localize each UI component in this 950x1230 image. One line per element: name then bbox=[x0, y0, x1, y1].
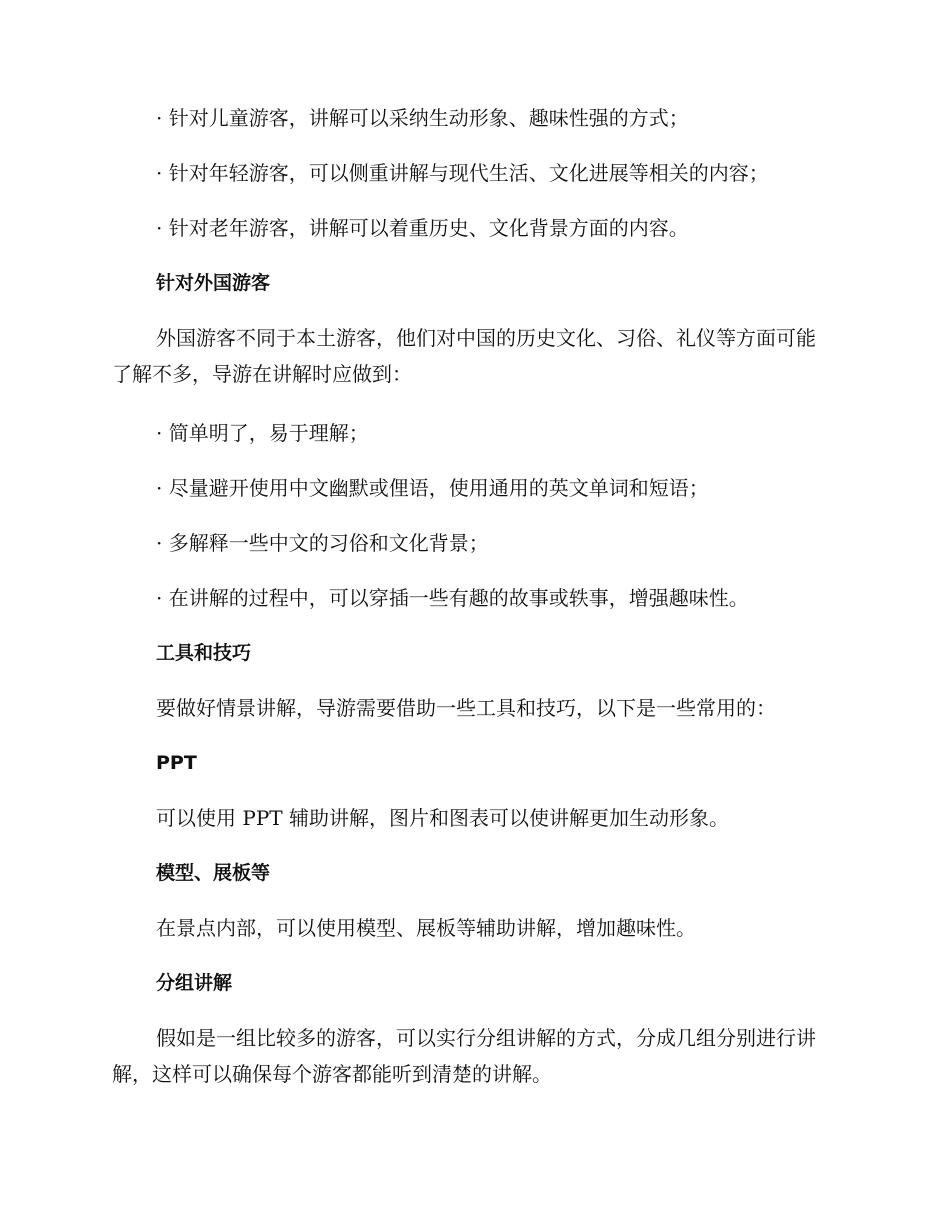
document-body bbox=[112, 104, 834, 1119]
paragraph-foreign-visitors: 外国游客不同于本土游客，他们对中国的历史文化、习俗、礼仪等方面可能了解不多，导游在讲解时应做到： bbox=[112, 326, 816, 386]
bullet-interesting-stories: · 在讲解的过程中，可以穿插一些有趣的故事或轶事，增强趣味性。 bbox=[156, 586, 749, 610]
heading-models-boards: 模型、展板等 bbox=[156, 862, 271, 884]
heading-foreign-visitors: 针对外国游客 bbox=[156, 272, 271, 294]
heading-group-explanation: 分组讲解 bbox=[156, 972, 233, 994]
bullet-elderly-visitors: · 针对老年游客，讲解可以着重历史、文化背景方面的内容。 bbox=[156, 216, 689, 240]
heading-tools-techniques: 工具和技巧 bbox=[156, 642, 252, 664]
bullet-explain-customs: · 多解释一些中文的习俗和文化背景； bbox=[156, 531, 489, 555]
bullet-simple-clear: · 简单明了，易于理解； bbox=[156, 421, 369, 445]
paragraph-models-boards: 在景点内部，可以使用模型、展板等辅助讲解，增加趣味性。 bbox=[156, 916, 696, 940]
bullet-children-visitors: · 针对儿童游客，讲解可以采纳生动形象、趣味性强的方式； bbox=[156, 106, 689, 130]
paragraph-group-explanation: 假如是一组比较多的游客，可以实行分组讲解的方式，分成几组分别进行讲解，这样可以确保每个游客都能听到清楚的讲解。 bbox=[112, 1026, 816, 1086]
paragraph-ppt: 可以使用 PPT 辅助讲解，图片和图表可以使讲解更加生动形象。 bbox=[156, 806, 729, 830]
heading-ppt: PPT bbox=[156, 752, 197, 774]
paragraph-tools-techniques: 要做好情景讲解，导游需要借助一些工具和技巧，以下是一些常用的： bbox=[156, 696, 776, 720]
bullet-avoid-slang: · 尽量避开使用中文幽默或俚语，使用通用的英文单词和短语； bbox=[156, 476, 709, 500]
bullet-young-visitors: · 针对年轻游客，可以侧重讲解与现代生活、文化进展等相关的内容； bbox=[156, 161, 769, 185]
